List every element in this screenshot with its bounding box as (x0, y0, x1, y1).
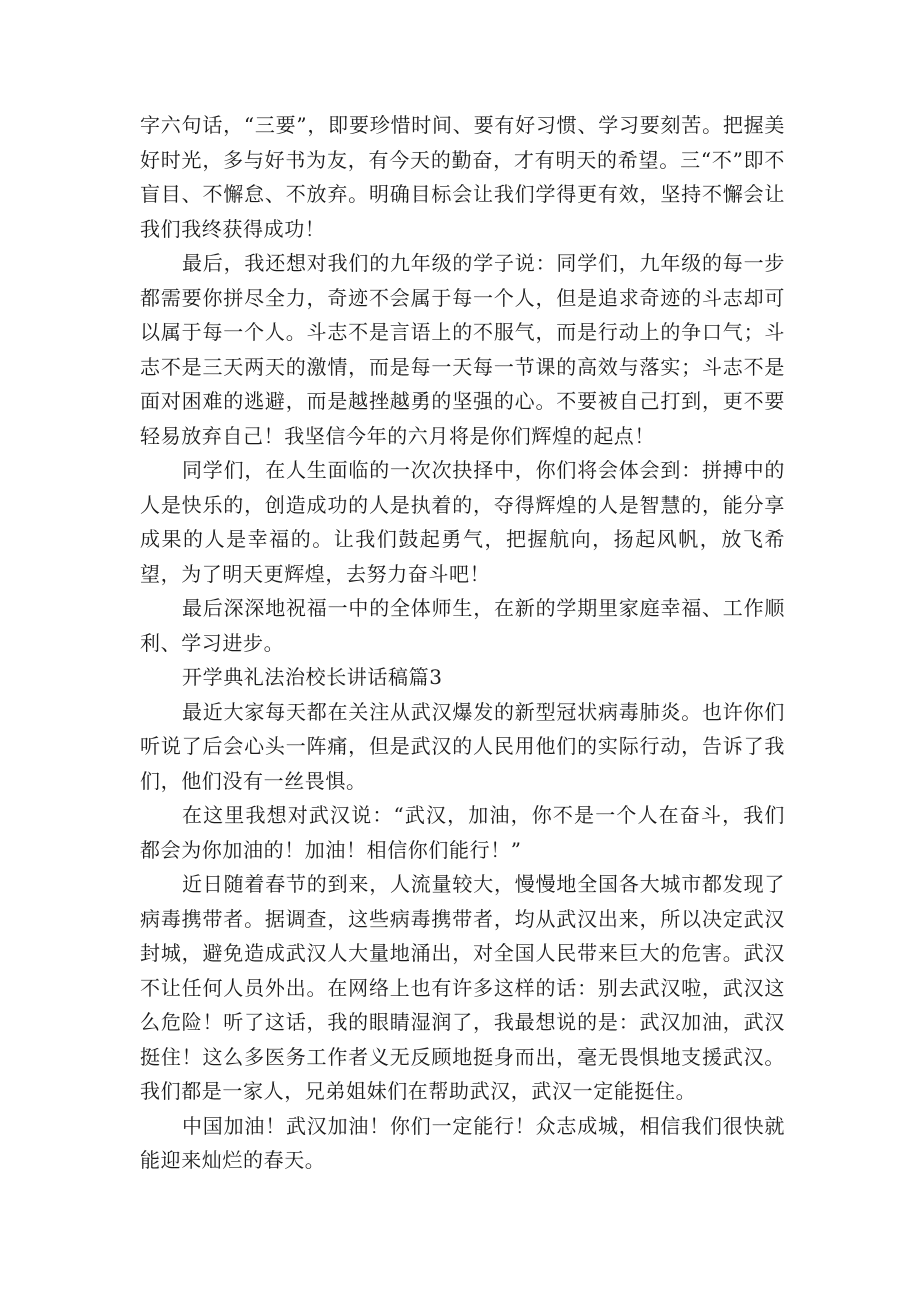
paragraph-wuhan-lockdown: 近日随着春节的到来，人流量较大，慢慢地全国各大城市都发现了病毒携带者。据调查，这些病毒携带者，均从武汉出来，所以决定武汉封城，避免造成武汉人大量地涌出，对全国人民带来巨大的危害。武汉不让任何人员外出。在网络上也有许多这样的话：别去武汉啦，武汉这么危险！听了这话，我的眼睛湿润了，我最想说的是：武汉加油，武汉挺住！这么多医务工作者义无反顾地挺身而出，毫无畏惧地支援武汉。我们都是一家人，兄弟姐妹们在帮助武汉，武汉一定能挺住。 (140, 872, 785, 1103)
paragraph-wuhan-cheer: 在这里我想对武汉说：“武汉，加油，你不是一个人在奋斗，我们都会为你加油的！加油！相信你们能行！” (140, 803, 785, 862)
paragraph-wuhan-intro: 最近大家每天都在关注从武汉爆发的新型冠状病毒肺炎。也许你们听说了后会心头一阵痛，但是武汉的人民用他们的实际行动，告诉了我们，他们没有一丝畏惧。 (140, 699, 785, 793)
paragraph-life-choices: 同学们，在人生面临的一次次抉择中，你们将会体会到：拼搏中的人是快乐的，创造成功的人是执着的，夺得辉煌的人是智慧的，能分享成果的人是幸福的。让我们鼓起勇气，把握航向，扬起风帆，放飞希望，为了明天更辉煌，去努力奋斗吧！ (140, 458, 785, 586)
paragraph-blessing: 最后深深地祝福一中的全体师生，在新的学期里家庭幸福、工作顺利、学习进步。 (140, 596, 785, 655)
section-heading: 开学典礼法治校长讲话稿篇3 (182, 665, 443, 689)
paragraph-continuation: 字六句话，“三要”，即要珍惜时间、要有好习惯、学习要刻苦。把握美好时光，多与好书为友，有今天的勤奋，才有明天的希望。三“不”即不盲目、不懈怠、不放弃。明确目标会让我们学得更有效，坚持不懈会让我们我终获得成功！ (140, 113, 785, 241)
paragraph-closing: 中国加油！武汉加油！你们一定能行！众志成城，相信我们很快就能迎来灿烂的春天。 (140, 1113, 785, 1172)
paragraph-ninth-grade-message: 最后，我还想对我们的九年级的学子说：同学们，九年级的每一步都需要你拼尽全力，奇迹不会属于每一个人，但是追求奇迹的斗志却可以属于每一个人。斗志不是言语上的不服气，而是行动上的争口气；斗志不是三天两天的激情，而是每一天每一节课的高效与落实；斗志不是面对困难的逃避，而是越挫越勇的坚强的心。不要被自己打到，更不要轻易放弃自己！我坚信今年的六月将是你们辉煌的起点！ (140, 251, 785, 448)
document-body (140, 108, 785, 1178)
